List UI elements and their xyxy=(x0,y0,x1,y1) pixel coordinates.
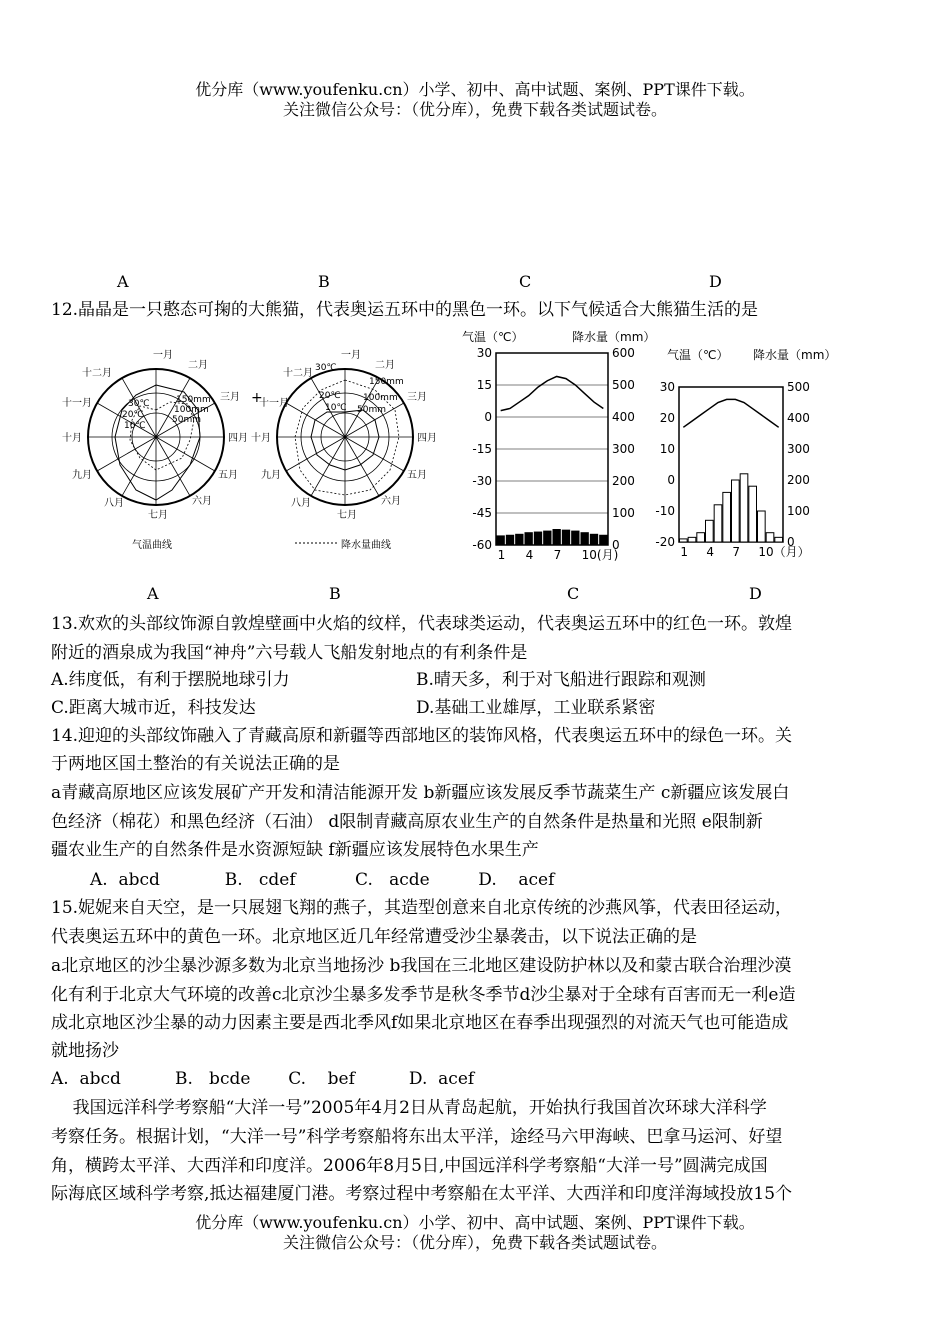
precip-bar xyxy=(525,532,533,545)
q13-option-b: B.晴天多，利于对飞船进行跟踪和观测 xyxy=(416,670,706,690)
ring-label: 10℃ xyxy=(325,403,347,413)
climate-chart-b xyxy=(245,340,460,565)
footer-line-1: 优分库（www.youfenku.cn）小学、初中、高中试题、案例、PPT课件下载。 xyxy=(195,1213,755,1232)
precip-bar xyxy=(534,532,542,545)
month-label: 五月 xyxy=(218,470,238,481)
ring-label: 10℃ xyxy=(124,421,146,431)
month-label: 二月 xyxy=(375,360,395,371)
y-tick-left: -45 xyxy=(472,506,492,520)
y-tick-right: 100 xyxy=(612,506,635,520)
precip-bar xyxy=(732,480,740,542)
ring-label: 100mm xyxy=(174,405,209,415)
q13-option-a: A.纬度低，有利于摆脱地球引力 xyxy=(51,670,290,690)
y-tick-left: 30 xyxy=(476,346,492,360)
q13-option-c: C.距离大城市近，科技发达 xyxy=(51,698,256,718)
month-label: 八月 xyxy=(104,498,124,509)
precip-bar xyxy=(680,539,688,542)
q12-option-c: C xyxy=(567,584,580,603)
passage-line-4: 际海底区域科学考察,抵达福建厦门港。考察过程中考察船在太平洋、大西洋和印度洋海域投放15个 xyxy=(51,1184,793,1204)
month-spoke xyxy=(156,437,215,471)
q12-option-a: A xyxy=(147,584,159,603)
ring-label: 20℃ xyxy=(122,410,144,420)
y-tick-right: 0 xyxy=(612,538,620,552)
legend-label: 降水量曲线 xyxy=(341,540,391,551)
q14-options: A. abcd B. cdef C. acde D. acef xyxy=(90,870,555,890)
y-tick-left: 30 xyxy=(659,380,675,394)
y-tick-right: 500 xyxy=(787,380,810,394)
month-label: 十二月 xyxy=(283,368,313,379)
y-tick-left: 15 xyxy=(476,378,492,392)
legend-label: 气温曲线 xyxy=(132,540,172,551)
y-tick-right: 300 xyxy=(787,442,810,456)
passage-line-2: 考察任务。根据计划，“大洋一号”科学考察船将东出太平洋，途经马六甲海峡、巴拿马运河、好望 xyxy=(51,1127,783,1147)
month-label: 九月 xyxy=(72,470,92,481)
precip-bar xyxy=(723,492,731,542)
precip-bar xyxy=(697,533,705,542)
ring-label: 100mm xyxy=(363,393,398,403)
q11-option-d: D xyxy=(709,272,722,291)
climate-chart-d xyxy=(645,345,837,565)
q14-body-2: 色经济（棉花）和黑色经济（石油） d限制青藏高原农业生产的自然条件是热量和光照 e限制新 xyxy=(51,812,763,832)
precip-bar xyxy=(571,531,579,545)
precip-bar xyxy=(515,534,523,545)
ring-label: 50mm xyxy=(172,415,201,425)
svg-text:+: + xyxy=(251,390,263,406)
y-tick-left: -30 xyxy=(472,474,492,488)
passage-line-3: 角，横跨太平洋、大西洋和印度洋。2006年8月5日,中国远洋科学考察船“大洋一号”圆满完成国 xyxy=(51,1156,768,1176)
month-label: 十月 xyxy=(251,433,271,444)
precip-bar xyxy=(553,529,561,545)
month-label: 五月 xyxy=(407,470,427,481)
y-tick-right: 200 xyxy=(612,474,635,488)
q15-body-4: 就地扬沙 xyxy=(51,1041,119,1061)
y-tick-right: 400 xyxy=(787,411,810,425)
chart-d-title-right: 降水量（mm） xyxy=(753,348,837,362)
month-spoke xyxy=(311,437,345,496)
q12-option-b: B xyxy=(329,584,341,603)
y-tick-right: 600 xyxy=(612,346,635,360)
precip-bar xyxy=(740,474,748,542)
y-tick-left: -10 xyxy=(655,504,675,518)
month-spoke xyxy=(97,437,156,471)
x-tick: 1 xyxy=(497,548,506,562)
month-label: 三月 xyxy=(220,392,240,403)
ring-label: 30℃ xyxy=(128,399,150,409)
q15-stem-2: 代表奥运五环中的黄色一环。北京地区近几年经常遭受沙尘暴袭击，以下说法正确的是 xyxy=(51,927,697,947)
precip-bar xyxy=(543,531,551,545)
precip-bar xyxy=(688,537,696,542)
month-label: 十一月 xyxy=(62,398,92,409)
month-label: 一月 xyxy=(341,350,361,361)
month-label: 十二月 xyxy=(82,368,112,379)
precip-bar xyxy=(775,537,783,542)
climate-chart-c xyxy=(460,325,656,565)
ring-label: 50mm xyxy=(357,405,386,415)
precip-bar xyxy=(599,535,607,545)
month-label: 八月 xyxy=(291,498,311,509)
y-tick-left: -60 xyxy=(472,538,492,552)
y-tick-right: 0 xyxy=(787,535,795,549)
header-line-1: 优分库（www.youfenku.cn）小学、初中、高中试题、案例、PPT课件下载。 xyxy=(195,80,755,99)
temperature-line xyxy=(683,399,778,427)
y-tick-left: -20 xyxy=(655,535,675,549)
y-tick-left: -15 xyxy=(472,442,492,456)
x-tick: 7 xyxy=(732,545,740,559)
q14-stem-1: 14.迎迎的头部纹饰融入了青藏高原和新疆等西部地区的装饰风格，代表奥运五环中的绿色一环。关 xyxy=(51,726,793,746)
month-label: 四月 xyxy=(417,433,437,444)
q12-stem: 12.晶晶是一只憨态可掬的大熊猫，代表奥运五环中的黑色一环。以下气候适合大熊猫生活的是 xyxy=(51,300,759,320)
y-tick-left: 10 xyxy=(659,442,675,456)
month-label: 二月 xyxy=(188,360,208,371)
month-label: 九月 xyxy=(261,470,281,481)
month-label: 六月 xyxy=(381,496,401,507)
precip-bar xyxy=(766,533,774,542)
q11-option-a: A xyxy=(117,272,129,291)
y-tick-right: 500 xyxy=(612,378,635,392)
chart-c-title-left: 气温（℃） xyxy=(462,330,524,344)
q14-body-1: a青藏高原地区应该发展矿产开发和清洁能源开发 b新疆应该发展反季节蔬菜生产 c新疆应该发展白 xyxy=(51,783,790,803)
month-spoke xyxy=(286,437,345,471)
precip-bar xyxy=(706,520,714,542)
month-spoke xyxy=(345,437,379,496)
precip-bar xyxy=(506,535,514,545)
month-label: 七月 xyxy=(337,510,357,521)
x-tick: 1 xyxy=(680,545,688,559)
ring-label: 30℃ xyxy=(315,363,337,373)
q13-stem-1: 13.欢欢的头部纹饰源自敦煌壁画中火焰的纹样，代表球类运动，代表奥运五环中的红色一环。敦煌 xyxy=(51,614,793,634)
q15-body-2: 化有利于北京大气环境的改善c北京沙尘暴多发季节是秋冬季节d沙尘暴对于全球有百害而无一利e造 xyxy=(51,985,796,1005)
y-tick-right: 300 xyxy=(612,442,635,456)
month-spoke xyxy=(345,437,404,471)
q15-options: A. abcd B. bcde C. bef D. acef xyxy=(51,1069,475,1089)
precip-bar xyxy=(758,511,766,542)
q11-option-c: C xyxy=(519,272,532,291)
x-tick: 7 xyxy=(553,548,562,562)
q15-body-3: 成北京地区沙尘暴的动力因素主要是西北季风f如果北京地区在春季出现强烈的对流天气也可能造成 xyxy=(51,1013,789,1033)
month-label: 十一月 xyxy=(259,398,289,409)
y-tick-left: 0 xyxy=(484,410,492,424)
precip-bar xyxy=(749,486,757,542)
precip-bar xyxy=(581,532,589,545)
y-tick-right: 400 xyxy=(612,410,635,424)
y-tick-right: 200 xyxy=(787,473,810,487)
q15-stem-1: 15.妮妮来自天空，是一只展翅飞翔的燕子，其造型创意来自北京传统的沙燕风筝，代表田径运动， xyxy=(51,898,793,918)
month-spoke xyxy=(156,437,190,496)
x-tick: 10（月） xyxy=(758,545,810,559)
month-spoke xyxy=(122,437,156,496)
precip-bar xyxy=(714,505,722,542)
y-tick-left: 0 xyxy=(667,473,675,487)
chart-c-title-right: 降水量（mm） xyxy=(572,330,656,344)
month-label: 四月 xyxy=(228,433,248,444)
q15-body-1: a北京地区的沙尘暴沙源多数为北京当地扬沙 b我国在三北地区建设防护林以及和蒙古联合治理沙漠 xyxy=(51,956,792,976)
ring-label: 150mm xyxy=(176,395,211,405)
y-tick-right: 100 xyxy=(787,504,810,518)
month-label: 七月 xyxy=(148,510,168,521)
ring-label: 20℃ xyxy=(319,391,341,401)
month-label: 三月 xyxy=(407,392,427,403)
q13-option-d: D.基础工业雄厚，工业联系紧密 xyxy=(416,698,656,718)
q14-body-3: 疆农业生产的自然条件是水资源短缺 f新疆应该发展特色水果生产 xyxy=(51,840,539,860)
chart-d-title-left: 气温（℃） xyxy=(667,348,729,362)
q12-option-d: D xyxy=(749,584,762,603)
footer-line-2: 关注微信公众号：（优分库），免费下载各类试题试卷。 xyxy=(282,1233,667,1252)
month-label: 十月 xyxy=(62,433,82,444)
precip-bar xyxy=(562,530,570,545)
month-label: 六月 xyxy=(192,496,212,507)
q14-stem-2: 于两地区国土整治的有关说法正确的是 xyxy=(51,754,340,774)
passage-line-1: 我国远洋科学考察船“大洋一号”2005年4月2日从青岛起航，开始执行我国首次环球大洋科学 xyxy=(51,1098,767,1118)
temperature-line xyxy=(501,376,604,410)
y-tick-left: 20 xyxy=(659,411,675,425)
precip-bar xyxy=(497,535,505,545)
x-tick: 4 xyxy=(706,545,714,559)
x-tick: 4 xyxy=(525,548,534,562)
climate-chart-a xyxy=(60,340,260,565)
q11-option-b: B xyxy=(318,272,330,291)
precip-bar xyxy=(590,534,598,545)
q13-stem-2: 附近的酒泉成为我国“神舟”六号载人飞船发射地点的有利条件是 xyxy=(51,643,528,663)
header-line-2: 关注微信公众号：（优分库），免费下载各类试题试卷。 xyxy=(282,100,667,119)
ring-label: 150mm xyxy=(369,377,404,387)
x-tick: 10(月) xyxy=(581,548,619,562)
month-label: 一月 xyxy=(153,350,173,361)
